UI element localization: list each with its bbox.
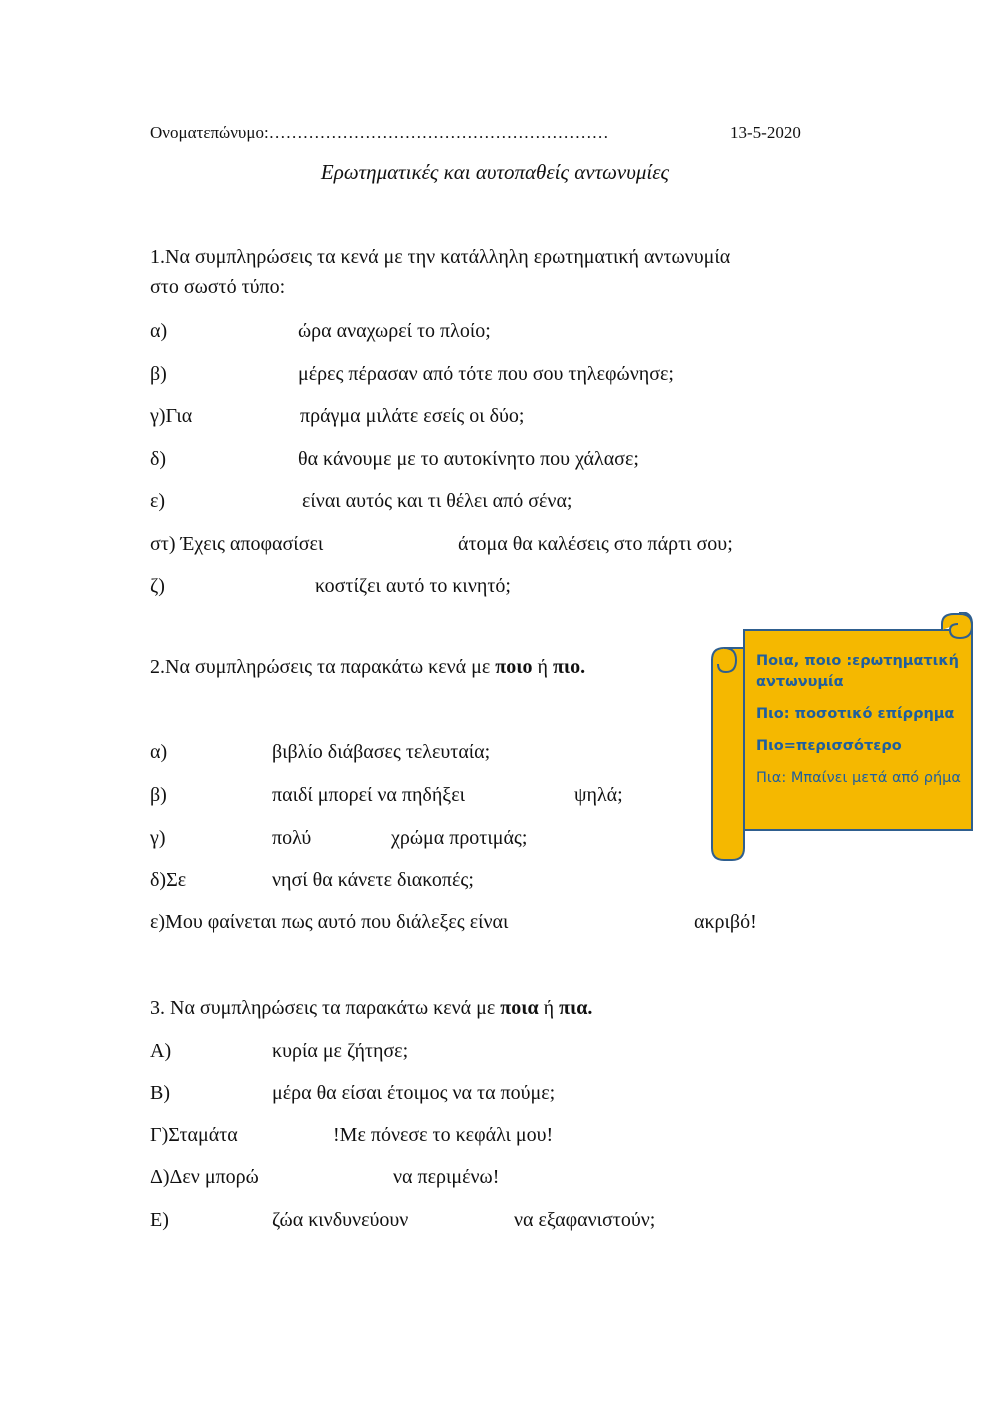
s1-item-st-text: άτομα θα καλέσεις στο πάρτι σου; xyxy=(458,533,733,555)
s2-item-e-text2: ακριβό! xyxy=(694,911,757,933)
s3-item-e-text: ζώα κινδυνεύουν xyxy=(272,1209,409,1231)
s2-item-c-label: γ) xyxy=(150,827,166,849)
section3-word-pia: πια. xyxy=(559,997,593,1019)
section2-instruction: 2.Να συμπληρώσεις τα παρακάτω κενά με ποιο ή πιο. xyxy=(150,656,586,678)
s1-item-c-label: γ)Για xyxy=(150,405,193,427)
name-field-label: Ονοματεπώνυμο:…………………………………………………… xyxy=(150,123,609,142)
s2-item-a-text: βιβλίο διάβασες τελευταία; xyxy=(272,741,491,763)
s2-item-c-text2: χρώμα προτιμάς; xyxy=(391,827,528,849)
s1-item-e-text: είναι αυτός και τι θέλει από σένα; xyxy=(302,490,573,512)
s3-item-d-text: να περιμένω! xyxy=(393,1166,500,1188)
s2-item-b-label: β) xyxy=(150,784,167,806)
s1-item-st-label: στ) Έχεις αποφασίσει xyxy=(150,533,324,555)
s1-item-e-label: ε) xyxy=(150,490,166,512)
s2-item-c-text: πολύ xyxy=(272,827,312,849)
s1-item-c-text: πράγμα μιλάτε εσείς οι δύο; xyxy=(300,405,525,427)
note-line-1: Ποια, ποιο :ερωτηματική αντωνυμία xyxy=(756,653,959,691)
section2-word-pio: πιο. xyxy=(552,656,586,678)
section3-word-poia: ποια xyxy=(500,997,539,1019)
s2-item-e-label: ε)Μου φαίνεται πως αυτό που διάλεξες είναι xyxy=(150,911,509,933)
s3-item-c-label: Γ)Σταμάτα xyxy=(150,1124,238,1146)
note-line-3: Πιο=περισσότερο xyxy=(756,738,902,755)
s3-item-b-label: Β) xyxy=(150,1082,170,1104)
note-line-2: Πιο: ποσοτικό επίρρημα xyxy=(756,706,955,723)
s2-item-b-text2: ψηλά; xyxy=(574,784,623,806)
s1-item-a-text: ώρα αναχωρεί το πλοίο; xyxy=(298,320,491,342)
s3-item-c-text: !Με πόνεσε το κεφάλι μου! xyxy=(333,1124,554,1146)
s2-item-a-label: α) xyxy=(150,741,168,763)
section1-instruction-line1: 1.Να συμπληρώσεις τα κενά με την κατάλληλη ερωτηματική αντωνυμία xyxy=(150,246,731,268)
s2-item-d-label: δ)Σε xyxy=(150,869,187,891)
scroll-note-text xyxy=(756,651,970,831)
s3-item-e-label: Ε) xyxy=(150,1209,169,1231)
s1-item-d-label: δ) xyxy=(150,448,167,470)
s3-item-a-text: κυρία με ζήτησε; xyxy=(272,1040,409,1062)
section3-instruction: 3. Να συμπληρώσεις τα παρακάτω κενά με ποια ή πια. xyxy=(150,997,593,1019)
s1-item-d-text: θα κάνουμε με το αυτοκίνητο που χάλασε; xyxy=(298,448,639,470)
s3-item-b-text: μέρα θα είσαι έτοιμος να τα πούμε; xyxy=(272,1082,556,1104)
s1-item-z-text: κοστίζει αυτό το κινητό; xyxy=(315,575,511,597)
note-line-4: Πια: Μπαίνει μετά από ρήμα xyxy=(756,770,961,787)
s3-item-e-text2: να εξαφανιστούν; xyxy=(514,1209,656,1231)
s2-item-d-text: νησί θα κάνετε διακοπές; xyxy=(272,869,474,891)
section1-instruction-line2: στο σωστό τύπο: xyxy=(150,276,286,298)
s2-item-b-text: παιδί μπορεί να πηδήξει xyxy=(272,784,465,806)
s1-item-z-label: ζ) xyxy=(150,575,165,597)
s1-item-b-text: μέρες πέρασαν από τότε που σου τηλεφώνησε; xyxy=(298,363,674,385)
section2-word-poio: ποιο xyxy=(495,656,533,678)
worksheet-title: Ερωτηματικές και αυτοπαθείς αντωνυμίες xyxy=(320,160,670,184)
date: 13-5-2020 xyxy=(730,123,801,142)
s3-item-a-label: Α) xyxy=(150,1040,172,1062)
s1-item-a-label: α) xyxy=(150,320,168,342)
s3-item-d-label: Δ)Δεν μπορώ xyxy=(150,1166,259,1188)
s1-item-b-label: β) xyxy=(150,363,167,385)
